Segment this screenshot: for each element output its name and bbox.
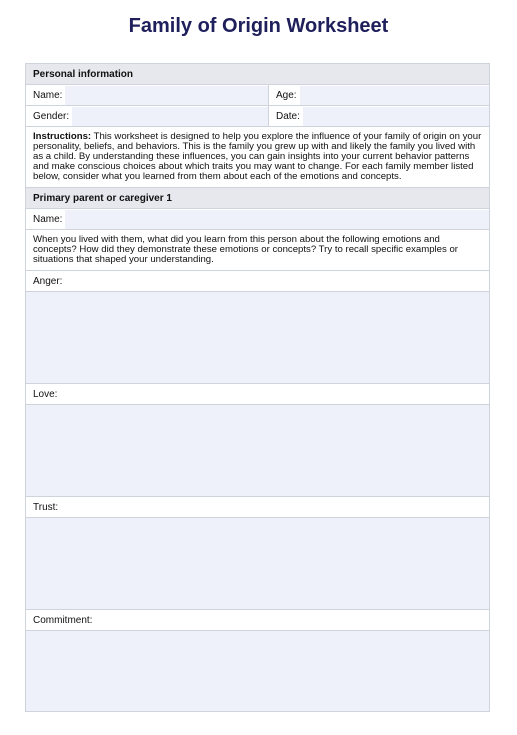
age-label: Age: — [276, 89, 297, 101]
caregiver-name-cell — [26, 209, 489, 229]
date-label: Date: — [276, 110, 300, 122]
trust-answer-field[interactable] — [26, 518, 489, 610]
gender-cell — [26, 106, 269, 126]
commitment-label: Commitment: — [26, 610, 489, 631]
instructions-lead: Instructions: — [33, 131, 92, 142]
caregiver-prompt: When you lived with them, what did you learn from this person about the following emotions and concepts? How did they demonstrate these emotions or concepts? Try to recall specific examples or situations that shaped your understanding. — [26, 230, 489, 271]
instructions-text: This worksheet is designed to help you explore the influence of your family of origin on your personality, beliefs, and behaviors. This is the family you grew up with and likely the family you lived with as a child. By understanding these influences, you can gain insights into your current behavior patterns and make conscious choices about which traits you may want to change. For each family member listed below, consider what you learned from them about each of the emotions and concepts. — [33, 131, 482, 182]
gender-field[interactable] — [72, 107, 268, 126]
gender-label: Gender: — [33, 110, 70, 122]
worksheet-form — [25, 63, 490, 712]
commitment-answer-field[interactable] — [26, 631, 489, 711]
date-field[interactable] — [303, 107, 489, 126]
age-cell — [269, 85, 489, 105]
caregiver-name-row — [26, 209, 489, 230]
love-label: Love: — [26, 384, 489, 405]
trust-label: Trust: — [26, 497, 489, 518]
name-field[interactable] — [65, 86, 268, 105]
caregiver-header: Primary parent or caregiver 1 — [26, 188, 489, 209]
name-age-row — [26, 85, 489, 106]
age-field[interactable] — [300, 86, 489, 105]
personal-info-header: Personal information — [26, 64, 489, 85]
name-label: Name: — [33, 89, 63, 101]
name-cell — [26, 85, 269, 105]
caregiver-name-label: Name: — [33, 213, 63, 225]
date-cell — [269, 106, 489, 126]
instructions-block — [26, 127, 489, 188]
anger-label: Anger: — [26, 271, 489, 292]
gender-date-row — [26, 106, 489, 127]
page-title: Family of Origin Worksheet — [128, 15, 389, 37]
caregiver-name-field[interactable] — [65, 210, 489, 229]
anger-answer-field[interactable] — [26, 292, 489, 384]
love-answer-field[interactable] — [26, 405, 489, 497]
